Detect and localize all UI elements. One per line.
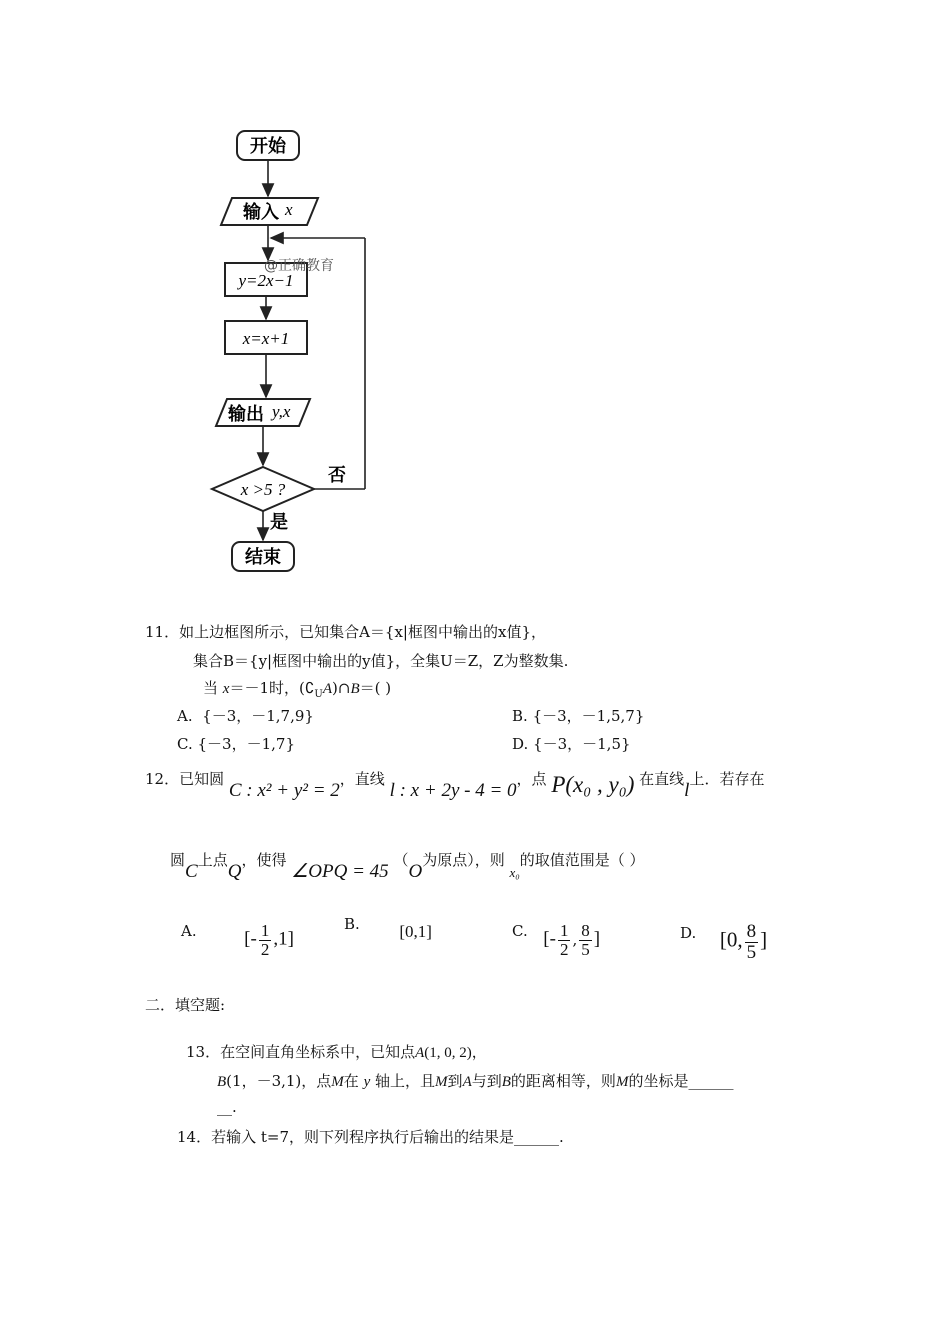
q13-line3: __. (217, 1098, 237, 1116)
q11-line3: 当 x＝－1时，$(∁_UA)\cap B=$( ) (203, 679, 392, 700)
q12-option-d: D. [0, $\frac{8}{5}$ ] (680, 921, 768, 963)
flowchart-yes-label: 是 (270, 512, 288, 533)
flowchart (0, 0, 950, 600)
flowchart-watermark: @正确教育 (264, 258, 334, 274)
q11-line2: 集合B＝{y|框图中输出的y值}，全集U＝Z，Z为整数集. (193, 652, 569, 670)
flowchart-end-text: 结束 (245, 547, 281, 568)
q12-line2: 圆C上点Q，使得 ∠OPQ = 45 （O为原点），则 x₀的取值范围是（ ） (170, 851, 645, 882)
q14-text: 14．若输入 t=7，则下列程序执行后输出的结果是______. (177, 1128, 564, 1146)
q11-line1: 11．如上边框图所示，已知集合A＝{x|框图中输出的x值}， (145, 623, 546, 641)
q11-option-d: D. {－3，－1,5} (512, 735, 631, 753)
section-fill-in-title: 二．填空题: (145, 996, 226, 1014)
q11-option-a: A. {－3，－1,7,9} (177, 707, 314, 725)
q11-option-b: B. {－3，－1,5,7} (512, 707, 645, 725)
flowchart-output-text: 输出 (228, 404, 264, 425)
q12-line1: 12．已知圆 C : x² + y² = 2，直线 l : x + 2y - 4 = 0，点 P(x₀ , y₀) 在直线l上．若存在 (145, 770, 765, 801)
flowchart-start-text: 开始 (250, 136, 286, 157)
flowchart-step1-text: y=2x−1 (238, 271, 294, 290)
q12-option-b: B. [0,1] (344, 915, 432, 941)
q12-option-c: C. [- $\frac{1}{2}$ , $\frac{8}{5}$ ] (512, 921, 601, 959)
flowchart-input-var: x (285, 200, 293, 219)
q13-line1: 13．在空间直角坐标系中，已知点A(1, 0, 2)， (186, 1043, 487, 1061)
flowchart-output-vars: y,x (272, 402, 291, 421)
flowchart-input-text: 输入 (243, 202, 279, 223)
flowchart-step2-text: x=x+1 (242, 329, 290, 348)
q12-option-a: A. [- $\frac{1}{2}$ ,1] (181, 921, 294, 959)
q11-option-c: C. {－3，－1,7} (177, 735, 295, 753)
flowchart-no-label: 否 (328, 465, 346, 486)
flowchart-decision-text: x >5 ? (240, 480, 286, 499)
q13-line2: B(1，－3,1)，点M在 y 轴上，且M到A与到B的距离相等，则M的坐标是______ (217, 1072, 734, 1090)
